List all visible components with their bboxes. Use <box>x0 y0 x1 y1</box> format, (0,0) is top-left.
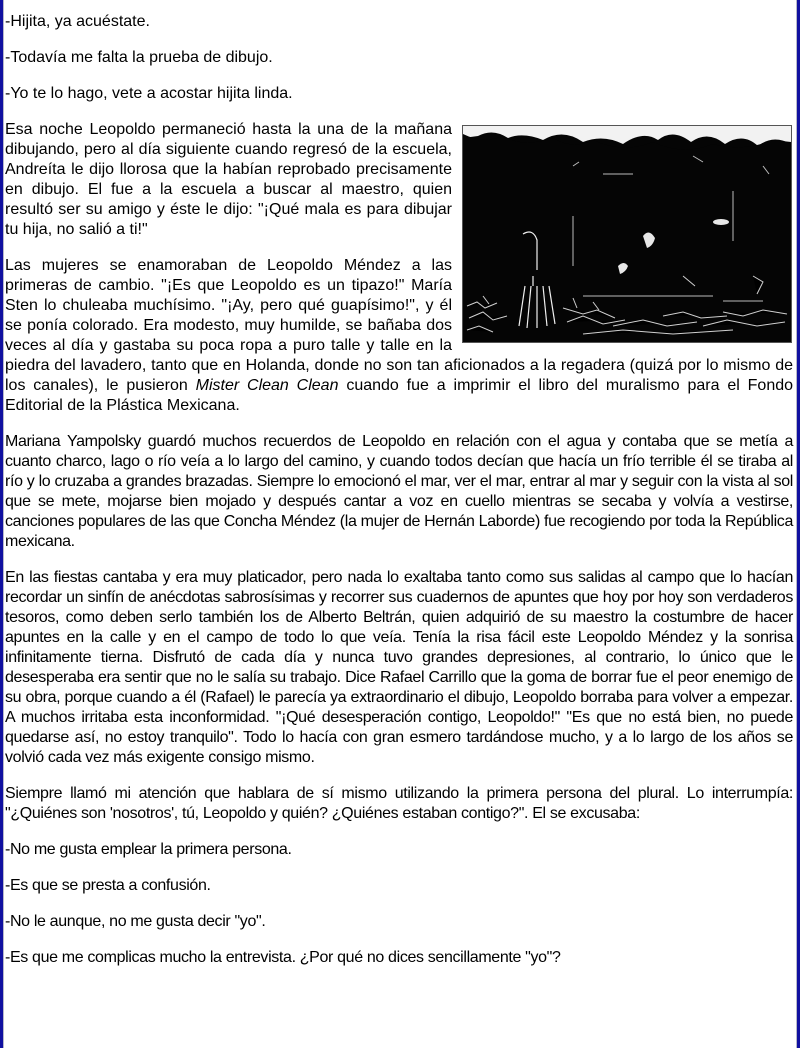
paragraph-mujeres-text-a: Las mujeres se enamoraban de Leopoldo Méndez a las primeras de cambio. "¡Es que Leopoldo es un tipazo!" María Sten lo chuleaba muchísimo. "¡Ay, pero qué guapísimo!", y él se ponía colorado. Era modesto, muy humilde, se bañaba dos veces al día y gastaba su poca ropa a puro talle y talle en la piedra del lavadero, tanto que en Holanda, donde no son tan aficionados a la regadera (quizá por lo mismo de los canales), le pusieron <box>5 257 793 394</box>
nickname-italic: Mister Clean Clean <box>195 377 339 394</box>
paragraph-noche: Esa noche Leopoldo permaneció hasta la una de la mañana dibujando, pero al día siguiente cuando regresó de la escuela, Andreíta le dijo llorosa que la habían reprobado precisamente en dibujo. El fue a la escuela a buscar al maestro, quien resultó ser su amigo y éste le dijo: "¡Qué mala es para dibujar tu hija, no salió a ti!" <box>5 121 452 238</box>
dialogue-line: -Todavía me falta la prueba de dibujo. <box>5 49 273 66</box>
paragraph-mujeres-text-b: cuando fue a imprimir el libro del muralismo para el Fondo Editorial de la Plástica Mexicana. <box>5 377 794 414</box>
article-body <box>5 0 793 984</box>
paragraph-siempre: Siempre llamó mi atención que hablara de sí mismo utilizando la primera persona del plural. Lo interrumpía: "¿Quiénes son 'nosotros', tú, Leopoldo y quién? ¿Quiénes estaban contigo?". El se excusaba: <box>5 785 793 822</box>
woodcut-illustration <box>462 125 792 343</box>
paragraph-fiestas: En las fiestas cantaba y era muy platicador, pero nada lo exaltaba tanto como sus salidas al campo que lo hacían recordar un sinfín de anécdotas sabrosísimas y recorrer sus cuadernos de apuntes que hoy por hoy son verdaderos tesoros, como deben serlo también los de Alberto Beltrán, quien adquirió de su maestro la costumbre de hacer apuntes en la calle y en el campo de todo lo que veía. Tenía la risa fácil este Leopoldo Méndez y la sonrisa infinitamente tierna. Disfrutó de cada día y nunca tuvo grandes depresiones, al contrario, lo único que le desesperaba era sentir que no le salía su trabajo. Dice Rafael Carrillo que la goma de borrar fue el peor enemigo de su obra, porque cuando a él (Rafael) le parecía ya extraordinario el dibujo, Leopoldo borraba para volver a empezar. A muchos irritaba esta inconformidad. "¡Qué desesperación contigo, Leopoldo!" "Es que no está bien, no puede quedarse así, no estoy tranquilo". Todo lo hacía con gran esmero tardándose mucho, y a lo largo de los años se volvió cada vez más exigente consigo mismo. <box>5 569 793 766</box>
dialogue-line: -Es que me complicas mucho la entrevista. ¿Por qué no dices sencillamente "yo"? <box>5 949 561 966</box>
dialogue-line: -Hijita, ya acuéstate. <box>5 13 150 30</box>
dialogue-line: -No me gusta emplear la primera persona. <box>5 841 292 858</box>
dialogue-line: -Es que se presta a confusión. <box>5 877 211 894</box>
dialogue-line: -Yo te lo hago, vete a acostar hijita linda. <box>5 85 293 102</box>
woodcut-image <box>463 126 791 342</box>
paragraph-mariana: Mariana Yampolsky guardó muchos recuerdos de Leopoldo en relación con el agua y contaba que se metía a cuanto charco, lago o río veía a lo largo del camino, y cuando todos decían que hacía un frío terrible él se tiraba al río y lo cruzaba a grandes brazadas. Siempre lo emocionó el mar, ver el mar, entrar al mar y seguir con la vista al sol que se mete, mojarse bien mojado y después cantar a voz en cuello mientras se secaba y volvía a vestirse, canciones populares de las que Concha Méndez (la mujer de Hernán Laborde) fue recogiendo por toda la República mexicana. <box>5 433 793 550</box>
dialogue-line: -No le aunque, no me gusta decir "yo". <box>5 913 266 930</box>
